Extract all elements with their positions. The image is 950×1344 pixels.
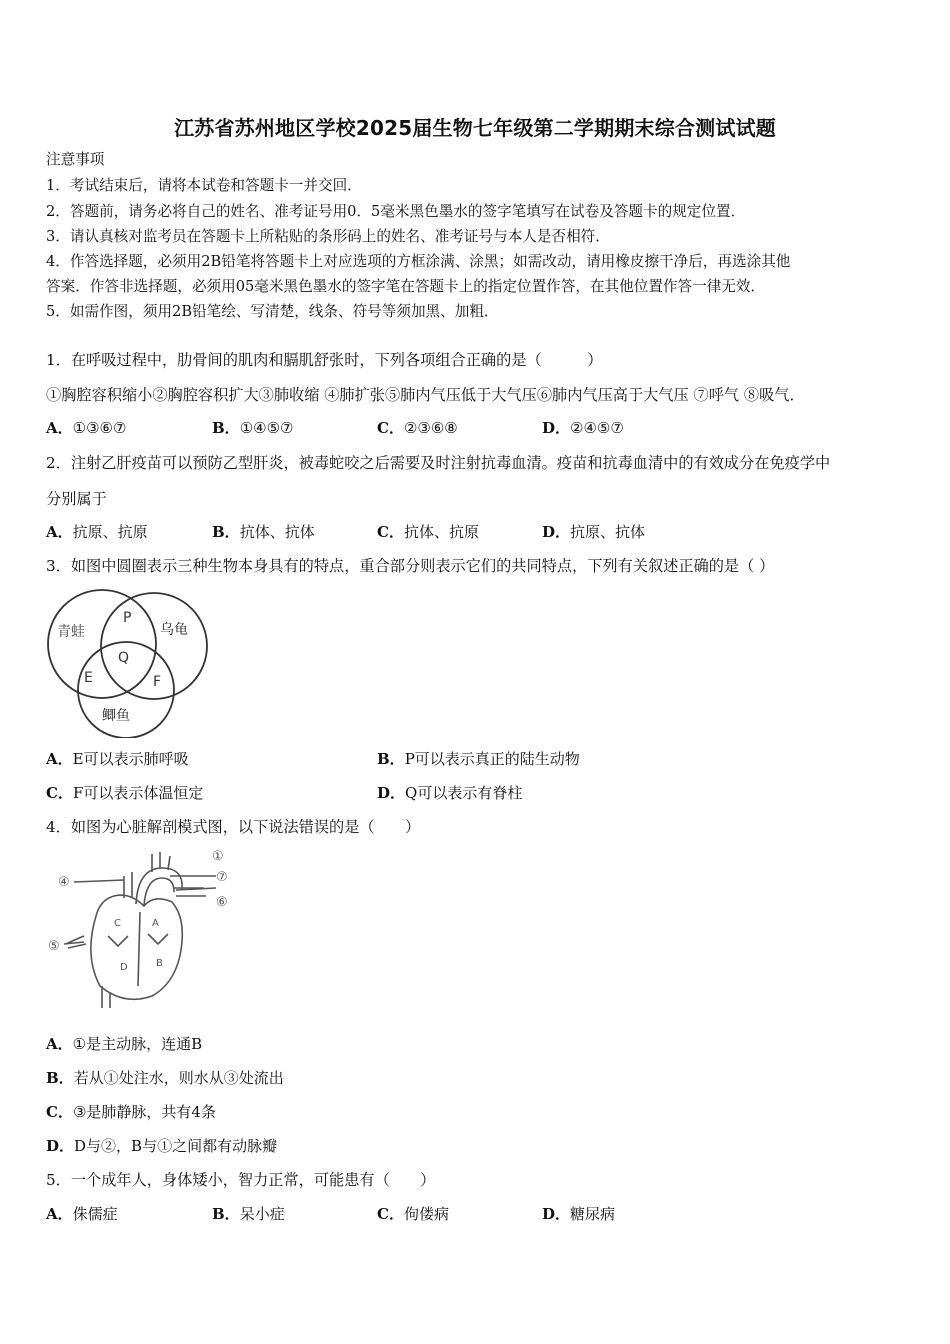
q2-stem-cont: 分别属于 <box>46 490 107 508</box>
venn-label-f: F <box>153 674 162 690</box>
q5-option-c: C．佝偻病 <box>377 1205 449 1223</box>
notice-item: 2．答题前，请务必将自己的姓名、准考证号用0．5毫米黑色墨水的签字笔填写在试卷及答题卡的规定位置． <box>46 203 746 220</box>
venn-diagram <box>44 586 214 738</box>
venn-label-frog: 青蛙 <box>57 624 85 640</box>
heart-label-5: ⑤ <box>48 939 60 954</box>
q2-option-c: C．抗体、抗原 <box>377 523 479 541</box>
q5-stem: 5．一个成年人，身体矮小，智力正常，可能患有（ ） <box>46 1171 436 1189</box>
q4-option-c: C．③是肺静脉，共有4条 <box>46 1103 216 1121</box>
q5-option-b: B．呆小症 <box>212 1205 285 1223</box>
q1-option-a: A．①③⑥⑦ <box>46 419 127 437</box>
heart-label-6: ⑥ <box>216 895 228 910</box>
q1-option-c: C．②③⑥⑧ <box>377 419 458 437</box>
heart-label-b: B <box>156 958 163 969</box>
q3-option-c: C．F可以表示体温恒定 <box>46 784 204 802</box>
heart-label-1: ① <box>212 849 224 864</box>
notice-item: 答案．作答非选择题，必须用05毫米黑色墨水的签字笔在答题卡上的指定位置作答，在其他位置作答一律无效． <box>46 278 766 295</box>
heart-outline <box>91 895 182 999</box>
q2-option-a: A．抗原、抗原 <box>46 523 148 541</box>
heart-diagram <box>44 846 244 1016</box>
venn-label-q: Q <box>118 650 130 666</box>
q1-option-b: B．①④⑤⑦ <box>212 419 294 437</box>
venn-label-carp: 鲫鱼 <box>102 708 130 724</box>
notice-item: 5．如需作图，须用2B铅笔绘、写清楚，线条、符号等须加黑、加粗． <box>46 303 499 320</box>
notice-heading: 注意事项 <box>46 151 105 168</box>
heart-label-4: ④ <box>58 875 70 890</box>
notice-item: 3．请认真核对监考员在答题卡上所粘贴的条形码上的姓名、准考证号与本人是否相符． <box>46 228 610 245</box>
notice-item: 4．作答选择题，必须用2B铅笔将答题卡上对应选项的方框涂满、涂黑；如需改动，请用橡皮擦干净后，再选涂其他 <box>46 253 791 270</box>
q4-option-b: B．若从①处注水，则水从③处流出 <box>46 1069 284 1087</box>
page-title: 江苏省苏州地区学校2025届生物七年级第二学期期末综合测试试题 <box>174 116 776 140</box>
q1-items: ①胸腔容积缩小②胸腔容积扩大③肺收缩 ④肺扩张⑤肺内气压低于大气压⑥肺内气压高于大气压 ⑦呼气 ⑧吸气． <box>46 386 805 404</box>
q4-option-d: D．D与②，B与①之间都有动脉瓣 <box>46 1137 278 1155</box>
notice-item: 1．考试结束后，请将本试卷和答题卡一并交回． <box>46 177 362 194</box>
q2-option-b: B．抗体、抗体 <box>212 523 315 541</box>
heart-label-c: C <box>114 918 121 929</box>
q4-option-a: A．①是主动脉，连通B <box>46 1035 203 1053</box>
q2-stem: 2．注射乙肝疫苗可以预防乙型肝炎，被毒蛇咬之后需要及时注射抗毒血清。疫苗和抗毒血清中的有效成分在免疫学中 <box>46 454 831 472</box>
q1-option-d: D．②④⑤⑦ <box>542 419 624 437</box>
q3-stem: 3．如图中圆圈表示三种生物本身具有的特点，重合部分则表示它们的共同特点，下列有关叙述正确的是（ ） <box>46 557 775 575</box>
venn-label-e: E <box>84 670 93 686</box>
venn-label-p: P <box>123 610 132 626</box>
q3-option-b: B．P可以表示真正的陆生动物 <box>377 750 580 768</box>
heart-label-a: A <box>152 918 159 929</box>
q1-stem: 1．在呼吸过程中，肋骨间的肌肉和膈肌舒张时，下列各项组合正确的是（ ） <box>46 351 603 369</box>
venn-label-turtle: 乌龟 <box>160 622 188 638</box>
q2-option-d: D．抗原、抗体 <box>542 523 646 541</box>
heart-label-7: ⑦ <box>216 870 228 885</box>
q3-option-d: D．Q可以表示有脊柱 <box>377 784 523 802</box>
q3-option-a: A．E可以表示肺呼吸 <box>46 750 189 768</box>
q5-option-d: D．糖尿病 <box>542 1205 616 1223</box>
heart-label-d: D <box>120 962 128 973</box>
q5-option-a: A．侏儒症 <box>46 1205 118 1223</box>
q4-stem: 4．如图为心脏解剖模式图，以下说法错误的是（ ） <box>46 818 421 836</box>
